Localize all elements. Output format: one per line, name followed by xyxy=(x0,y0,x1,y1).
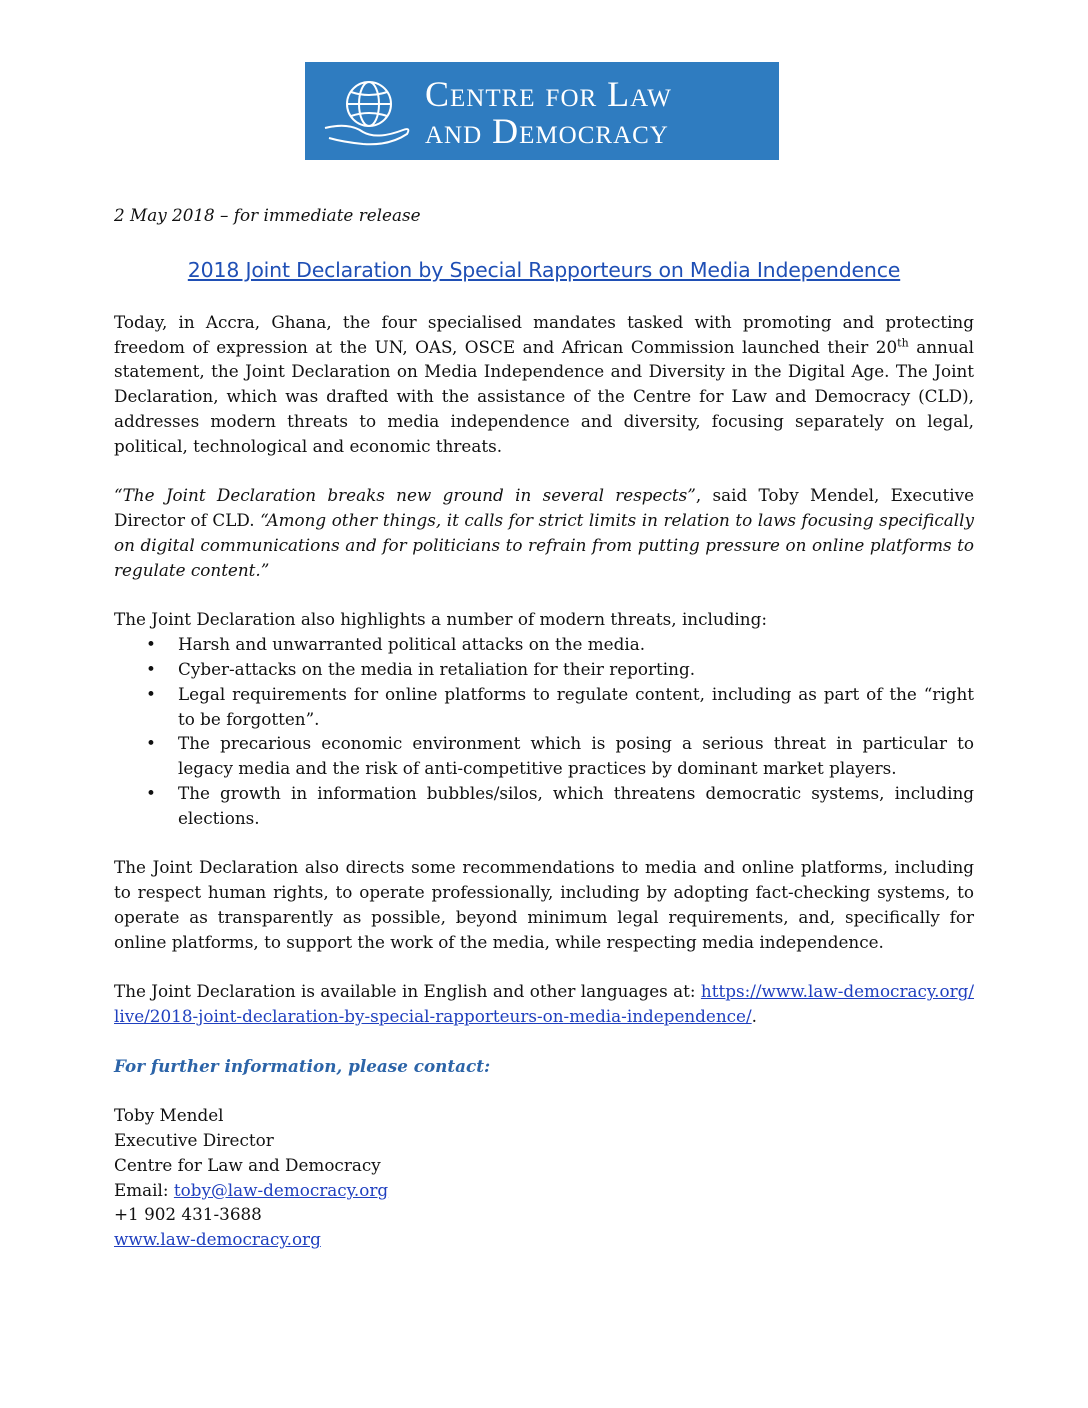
threat-item: • The growth in information bubbles/silos, which threatens democratic systems, including elections. xyxy=(178,781,974,831)
press-release xyxy=(114,203,974,1252)
paragraph-availability xyxy=(114,979,974,1029)
threat-item: • The precarious economic environment which is posing a serious threat in particular to legacy media and the risk of anti-competitive practices by dominant market players. xyxy=(178,731,974,781)
intro-text-2: annual statement, the Joint Declaration on Media Independence and Diversity in the Digital Age. The Joint Declaration, which was drafted with the assistance of the Centre for Law and Democracy (CLD), addresses modern threats to media independence and diversity, focusing separately on legal, political, technological and economic threats. xyxy=(114,336,975,456)
contact-phone: +1 902 431-3688 xyxy=(114,1204,262,1225)
declaration-link[interactable]: https://www.law-democracy.org/live/2018-joint-declaration-by-special-rapporteurs-on-media-independence/ xyxy=(114,981,974,1027)
threats-list xyxy=(114,632,974,830)
intro-text-1: Today, in Accra, Ghana, the four specialised mandates tasked with promoting and protecting freedom of expression at the UN, OAS, OSCE and African Commission launched their 20 xyxy=(114,311,974,357)
logo-line-1: Centre for Law xyxy=(425,74,672,114)
contact-title: Executive Director xyxy=(114,1130,274,1151)
contact-block xyxy=(114,1103,974,1252)
quote-1: “The Joint Declaration breaks new ground in several respects” xyxy=(114,485,696,506)
paragraph-intro xyxy=(114,310,974,459)
logo-line-2: and Democracy xyxy=(425,111,669,151)
email-link[interactable]: toby@law-democracy.org xyxy=(173,1179,389,1200)
threat-item: • Legal requirements for online platforms to regulate content, including as part of the “right to be forgotten”. xyxy=(178,682,974,732)
paragraph-recommendations: The Joint Declaration also directs some recommendations to media and online platforms, including to respect human rights, to operate professionally, including by adopting fact-checking systems, to operate as transparently as possible, beyond minimum legal requirements, and, specifically for online platforms, to support the work of the media, while respecting media independence. xyxy=(114,857,974,952)
headline-link[interactable]: 2018 Joint Declaration by Special Rapporteurs on Media Independence xyxy=(187,257,901,282)
website-link[interactable]: www.law-democracy.org xyxy=(114,1229,321,1250)
email-label: Email: xyxy=(114,1179,174,1200)
availability-text: The Joint Declaration is available in English and other languages at: xyxy=(114,981,701,1002)
ordinal-suffix: th xyxy=(897,336,909,349)
globe-hand-icon xyxy=(319,72,419,152)
contact-heading: For further information, please contact: xyxy=(114,1055,491,1076)
paragraph-quote xyxy=(114,483,974,582)
contact-email-line xyxy=(114,1178,974,1203)
cld-logo xyxy=(305,62,779,160)
availability-end: . xyxy=(751,1006,757,1027)
contact-org: Centre for Law and Democracy xyxy=(114,1154,381,1175)
dateline: 2 May 2018 – for immediate release xyxy=(114,205,421,225)
threat-item: • Harsh and unwarranted political attacks on the media. xyxy=(178,632,974,657)
website-line xyxy=(114,1227,974,1252)
threats-intro: The Joint Declaration also highlights a number of modern threats, including: xyxy=(114,609,768,630)
quote-2: “Among other things, it calls for strict limits in relation to laws focusing specifically on digital communications and for politicians to refrain from putting pressure on online platforms to regulate content.” xyxy=(114,510,974,580)
contact-name: Toby Mendel xyxy=(114,1105,224,1126)
threat-item: • Cyber-attacks on the media in retaliation for their reporting. xyxy=(178,657,974,682)
quote-attribution: , said Toby Mendel, Executive Director of CLD. xyxy=(114,485,974,531)
